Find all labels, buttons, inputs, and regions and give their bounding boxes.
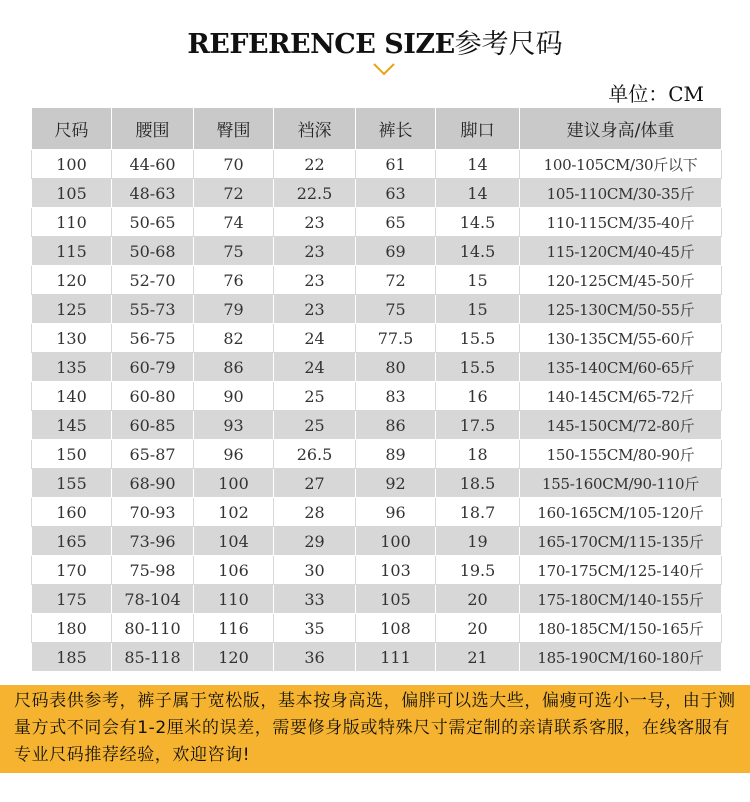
table-header-row [32, 108, 722, 150]
table-cell: 116 [194, 614, 274, 643]
table-cell: 15 [436, 266, 520, 295]
unit-prefix: 单位： [608, 82, 669, 106]
table-cell: 77.5 [356, 324, 436, 353]
table-cell: 23 [274, 237, 356, 266]
table-cell: 100 [32, 150, 112, 179]
table-cell: 14 [436, 150, 520, 179]
table-cell: 26.5 [274, 440, 356, 469]
table-cell: 22.5 [274, 179, 356, 208]
table-cell: 115 [32, 237, 112, 266]
column-header: 臀围 [194, 108, 274, 150]
table-row [32, 643, 722, 672]
table-cell: 65 [356, 208, 436, 237]
table-cell: 125 [32, 295, 112, 324]
table-cell: 135-140CM/60-65斤 [520, 353, 722, 382]
table-row [32, 469, 722, 498]
page-title [0, 22, 750, 61]
table-cell: 18 [436, 440, 520, 469]
table-row [32, 614, 722, 643]
table-cell: 60-80 [112, 382, 194, 411]
table-cell: 100 [356, 527, 436, 556]
table-cell: 155-160CM/90-110斤 [520, 469, 722, 498]
table-cell: 86 [356, 411, 436, 440]
table-cell: 155 [32, 469, 112, 498]
table-cell: 96 [356, 498, 436, 527]
table-row [32, 527, 722, 556]
table-cell: 18.5 [436, 469, 520, 498]
table-cell: 170-175CM/125-140斤 [520, 556, 722, 585]
table-cell: 135 [32, 353, 112, 382]
table-row [32, 266, 722, 295]
table-cell: 82 [194, 324, 274, 353]
table-cell: 105 [32, 179, 112, 208]
table-row [32, 585, 722, 614]
table-row [32, 208, 722, 237]
table-cell: 30 [274, 556, 356, 585]
table-cell: 23 [274, 208, 356, 237]
column-header: 脚口 [436, 108, 520, 150]
table-cell: 78-104 [112, 585, 194, 614]
table-row [32, 382, 722, 411]
table-cell: 89 [356, 440, 436, 469]
table-cell: 160 [32, 498, 112, 527]
table-row [32, 411, 722, 440]
table-cell: 130-135CM/55-60斤 [520, 324, 722, 353]
table-cell: 120 [194, 643, 274, 672]
table-row [32, 150, 722, 179]
table-cell: 75 [356, 295, 436, 324]
table-cell: 17.5 [436, 411, 520, 440]
column-header: 腰围 [112, 108, 194, 150]
table-cell: 14.5 [436, 208, 520, 237]
table-cell: 74 [194, 208, 274, 237]
table-cell: 165-170CM/115-135斤 [520, 527, 722, 556]
table-row [32, 324, 722, 353]
table-cell: 65-87 [112, 440, 194, 469]
table-cell: 22 [274, 150, 356, 179]
size-table [31, 107, 722, 672]
unit-value: CM [668, 82, 704, 106]
table-cell: 100-105CM/30斤以下 [520, 150, 722, 179]
table-cell: 15.5 [436, 353, 520, 382]
table-cell: 120 [32, 266, 112, 295]
table-cell: 140 [32, 382, 112, 411]
column-header: 裤长 [356, 108, 436, 150]
table-cell: 52-70 [112, 266, 194, 295]
table-cell: 79 [194, 295, 274, 324]
table-cell: 24 [274, 324, 356, 353]
table-cell: 80 [356, 353, 436, 382]
table-cell: 130 [32, 324, 112, 353]
table-row [32, 295, 722, 324]
table-cell: 85-118 [112, 643, 194, 672]
table-cell: 15.5 [436, 324, 520, 353]
table-cell: 160-165CM/105-120斤 [520, 498, 722, 527]
table-cell: 23 [274, 266, 356, 295]
table-cell: 96 [194, 440, 274, 469]
chevron-down-icon [371, 60, 397, 78]
table-cell: 70-93 [112, 498, 194, 527]
table-cell: 20 [436, 614, 520, 643]
table-cell: 28 [274, 498, 356, 527]
table-cell: 125-130CM/50-55斤 [520, 295, 722, 324]
table-cell: 110 [32, 208, 112, 237]
size-notice: 尺码表供参考，裤子属于宽松版，基本按身高选，偏胖可以选大些，偏瘦可选小一号，由于测量方式不同会有1-2厘米的误差，需要修身版或特殊尺寸需定制的亲请联系客服，在线客服有专业尺码推荐经验，欢迎咨询! [0, 685, 750, 773]
table-row [32, 353, 722, 382]
table-cell: 105 [356, 585, 436, 614]
table-cell: 29 [274, 527, 356, 556]
table-cell: 63 [356, 179, 436, 208]
table-cell: 105-110CM/30-35斤 [520, 179, 722, 208]
table-row [32, 440, 722, 469]
table-cell: 18.7 [436, 498, 520, 527]
table-cell: 108 [356, 614, 436, 643]
table-cell: 36 [274, 643, 356, 672]
table-cell: 16 [436, 382, 520, 411]
table-body [32, 150, 722, 672]
table-cell: 27 [274, 469, 356, 498]
table-cell: 60-85 [112, 411, 194, 440]
table-row [32, 498, 722, 527]
table-cell: 93 [194, 411, 274, 440]
table-cell: 55-73 [112, 295, 194, 324]
table-cell: 145-150CM/72-80斤 [520, 411, 722, 440]
title-chinese: 参考尺码 [454, 29, 563, 60]
table-cell: 44-60 [112, 150, 194, 179]
table-cell: 24 [274, 353, 356, 382]
table-cell: 110-115CM/35-40斤 [520, 208, 722, 237]
table-cell: 102 [194, 498, 274, 527]
table-cell: 170 [32, 556, 112, 585]
table-cell: 140-145CM/65-72斤 [520, 382, 722, 411]
table-cell: 104 [194, 527, 274, 556]
table-cell: 19 [436, 527, 520, 556]
table-cell: 165 [32, 527, 112, 556]
table-cell: 69 [356, 237, 436, 266]
table-cell: 115-120CM/40-45斤 [520, 237, 722, 266]
table-cell: 111 [356, 643, 436, 672]
table-cell: 180 [32, 614, 112, 643]
table-cell: 50-65 [112, 208, 194, 237]
column-header: 建议身高/体重 [520, 108, 722, 150]
table-cell: 103 [356, 556, 436, 585]
table-cell: 75-98 [112, 556, 194, 585]
table-cell: 76 [194, 266, 274, 295]
table-cell: 23 [274, 295, 356, 324]
table-cell: 50-68 [112, 237, 194, 266]
table-cell: 21 [436, 643, 520, 672]
table-cell: 35 [274, 614, 356, 643]
table-cell: 180-185CM/150-165斤 [520, 614, 722, 643]
table-cell: 120-125CM/45-50斤 [520, 266, 722, 295]
title-english: REFERENCE SIZE [187, 29, 455, 60]
table-cell: 90 [194, 382, 274, 411]
table-cell: 33 [274, 585, 356, 614]
table-cell: 86 [194, 353, 274, 382]
table-cell: 75 [194, 237, 274, 266]
table-cell: 20 [436, 585, 520, 614]
table-cell: 70 [194, 150, 274, 179]
table-cell: 15 [436, 295, 520, 324]
unit-label [608, 78, 704, 107]
column-header: 尺码 [32, 108, 112, 150]
table-cell: 175 [32, 585, 112, 614]
table-cell: 100 [194, 469, 274, 498]
table-cell: 110 [194, 585, 274, 614]
table-cell: 68-90 [112, 469, 194, 498]
table-cell: 48-63 [112, 179, 194, 208]
table-cell: 185-190CM/160-180斤 [520, 643, 722, 672]
table-row [32, 237, 722, 266]
table-cell: 145 [32, 411, 112, 440]
column-header: 裆深 [274, 108, 356, 150]
table-cell: 25 [274, 411, 356, 440]
table-cell: 80-110 [112, 614, 194, 643]
table-cell: 106 [194, 556, 274, 585]
table-cell: 83 [356, 382, 436, 411]
table-cell: 61 [356, 150, 436, 179]
table-cell: 25 [274, 382, 356, 411]
table-cell: 150-155CM/80-90斤 [520, 440, 722, 469]
table-cell: 73-96 [112, 527, 194, 556]
table-row [32, 556, 722, 585]
table-cell: 60-79 [112, 353, 194, 382]
table-cell: 56-75 [112, 324, 194, 353]
table-cell: 72 [356, 266, 436, 295]
table-cell: 150 [32, 440, 112, 469]
table-cell: 14.5 [436, 237, 520, 266]
table-cell: 72 [194, 179, 274, 208]
table-cell: 185 [32, 643, 112, 672]
table-row [32, 179, 722, 208]
table-cell: 175-180CM/140-155斤 [520, 585, 722, 614]
table-cell: 92 [356, 469, 436, 498]
table-cell: 14 [436, 179, 520, 208]
table-cell: 19.5 [436, 556, 520, 585]
